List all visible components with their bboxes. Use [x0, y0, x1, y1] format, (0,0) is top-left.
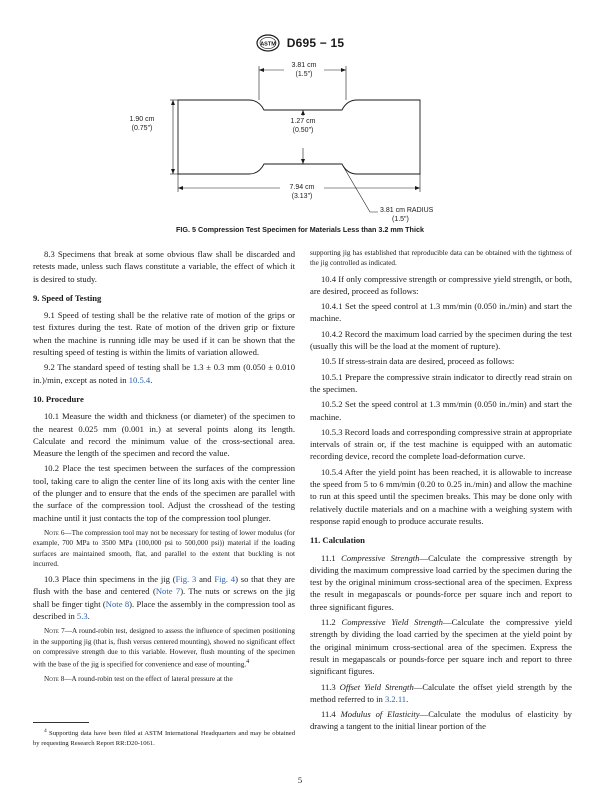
standard-designation: D695 − 15 — [286, 36, 345, 51]
dim-center-metric: 1.27 cm — [290, 118, 316, 125]
paragraph-10-2: 10.2 Place the test specimen between the surfaces of the compression tool, taking care to align the center line of its long axis with the center line of the plunger and to ensure that the ends of the specimen are parallel with the surface of the compression tool. Adjust the crosshead of the testing machine until it just contacts the top of the compression tool plunger. — [33, 463, 295, 523]
paragraph-8-3: 8.3 Specimens that break at some obvious flaw shall be discarded and retests made, unless such flaws constitute a variable, the effect of which it is desired to study. — [33, 249, 295, 284]
paragraph-11-1 — [310, 552, 572, 613]
paragraph-11-2-text: —Calculate the compressive yield strength by dividing the load carried by the specimen at the yield point by the original minimum cross-sectional area of the specimen. Express the result in megapascals or pounds-force per square inch and report to three significant figures. — [310, 617, 572, 677]
section-heading-10: 10. Procedure — [33, 393, 84, 404]
dim-bottom-metric: 7.94 cm — [289, 184, 315, 191]
page-header — [0, 34, 600, 52]
link-3-2-11[interactable]: 3.2.11 — [384, 693, 407, 704]
dim-top-metric: 3.81 cm — [291, 62, 317, 69]
note-6 — [33, 528, 295, 569]
dim-left-imperial: (0.75") — [131, 124, 153, 132]
dim-bottom-imperial: (3.13") — [291, 192, 313, 200]
dim-top-imperial: (1.5") — [295, 70, 313, 78]
paragraph-11-4-text: —Calculate the modulus of elasticity by drawing a tangent to the initial linear portion of the — [310, 709, 572, 732]
note-6-label: Note 6 — [44, 528, 65, 537]
dim-radius-label — [380, 207, 450, 224]
paragraph-10-5-1: 10.5.1 Prepare the compressive strain indicator to directly read strain on the specimen. — [310, 371, 572, 394]
paragraph-11-3-number: 11.3 — [321, 681, 340, 692]
paragraph-11-4-number: 11.4 — [321, 709, 341, 720]
paragraph-10-4-1: 10.4.1 Set the speed control at 1.3 mm/min (0.050 in./min) and start the machine. — [310, 301, 572, 324]
link-5-3[interactable]: 5.3 — [76, 611, 88, 622]
section-heading-9: 9. Speed of Testing — [33, 292, 102, 303]
note-8 — [33, 674, 295, 684]
dim-radius-metric: 3.81 cm RADIUS — [380, 207, 434, 214]
paragraph-11-3-end: . — [406, 693, 409, 704]
paragraph-10-5-4: 10.5.4 After the yield point has been reached, it is allowable to increase the speed from 5 to 6 mm/min (0.20 to 0.25 in./min) and allow the machine to run at this speed until the specimen breaks. This may be done only with relatively ductile materials and on a machine with a weighing system with response rapid enough to produce accurate results. — [310, 466, 572, 526]
left-column — [33, 248, 295, 688]
paragraph-10-3-text-d: ). The nuts or screws on the jig shall be finger tight ( — [33, 586, 295, 609]
link-10-5-4[interactable]: 10.5.4 — [128, 374, 151, 385]
figure-caption: FIG. 5 Compression Test Specimen for Materials Less than 3.2 mm Thick — [176, 225, 424, 234]
dim-radius-imperial: (1.5") — [392, 215, 409, 223]
paragraph-10-3-end: . — [87, 611, 90, 622]
paragraph-11-2-number: 11.2 — [321, 617, 342, 628]
paragraph-9-2-end: . — [150, 374, 153, 385]
paragraph-11-1-number: 11.1 — [321, 552, 342, 563]
paragraph-10-5-3: 10.5.3 Record loads and corresponding compressive strain at appropriate intervals of strain or, if the test machine is equipped with an automatic recording device, record the complete load-deformation curve. — [310, 426, 572, 462]
link-fig-3[interactable]: Fig. 3 — [175, 574, 197, 585]
paragraph-11-2 — [310, 616, 572, 677]
footnote-4 — [33, 727, 295, 748]
footnote-ref-4[interactable]: 4 — [246, 659, 250, 666]
note-8-label: Note 8 — [44, 674, 65, 683]
paragraph-11-4 — [310, 708, 572, 733]
paragraph-11-1-text: —Calculate the compressive strength by dividing the maximum compressive load carried by the specimen during the test by the original minimum cross-sectional area of the specimen. Express the result in megapascals or pounds-force per square inch and report to three significant figures. — [310, 552, 573, 612]
paragraph-10-3-text-c: ) so that they are flush with the base and centered ( — [33, 574, 295, 597]
specimen-figure — [0, 56, 600, 226]
dim-left-metric: 1.90 cm — [129, 116, 155, 123]
astm-logo-icon — [256, 34, 280, 52]
dim-top-label — [284, 62, 324, 79]
link-fig-4[interactable]: Fig. 4 — [214, 574, 236, 585]
paragraph-10-3-text-a: 10.3 Place thin specimens in the jig ( — [44, 574, 176, 585]
paragraph-10-3 — [33, 573, 295, 622]
note-7-label: Note 7 — [44, 627, 65, 636]
note-8-continued: supporting jig has established that reproducible data can be obtained with the tightness of the jig controlled as indicated. — [310, 249, 572, 268]
svg-text:ASTM: ASTM — [259, 41, 276, 48]
dim-center-imperial: (0.50") — [292, 126, 314, 134]
paragraph-10-1: 10.1 Measure the width and thickness (or diameter) of the specimen to the nearest 0.025 mm (0.001 in.) at several points along its length. Calculate and record the minimum value of the cross-sectional area. Measure the length of the specimen and record the value. — [33, 411, 295, 459]
paragraph-10-3-text-b: and — [196, 574, 215, 585]
paragraph-11-2-title: Compressive Yield Strength — [341, 617, 443, 628]
note-7 — [33, 626, 295, 670]
paragraph-11-3-text: —Calculate the offset yield strength by the method referred to in — [310, 681, 572, 704]
right-column — [310, 248, 572, 736]
note-6-text: —The compression tool may not be necessary for testing of lower modulus (for example, 700 MPa to 3500 MPa (100,000 psi to 500,000 psi)) material if the loading surfaces are maintained smooth, flat, and parallel to the extent that buckling is not incurred. — [33, 528, 295, 568]
paragraph-10-5: 10.5 If stress-strain data are desired, proceed as follows: — [321, 356, 515, 367]
link-note-7[interactable]: Note 7 — [155, 586, 181, 597]
paragraph-10-5-2: 10.5.2 Set the speed control at 1.3 mm/min (0.050 in./min) and start the machine. — [310, 399, 572, 422]
paragraph-11-4-title: Modulus of Elasticity — [340, 709, 420, 720]
section-heading-11: 11. Calculation — [310, 535, 365, 546]
link-note-8[interactable]: Note 8 — [105, 598, 130, 609]
paragraph-10-4-2: 10.4.2 Record the maximum load carried by the specimen during the test (usually this will be the load at the moment of rupture). — [310, 328, 572, 352]
paragraph-11-3 — [310, 681, 572, 706]
paragraph-9-2-text: 9.2 The standard speed of testing shall be 1.3 ± 0.3 mm (0.050 ± 0.010 in.)/min, except as noted in — [33, 362, 295, 385]
paragraph-11-1-title: Compressive Strength — [341, 552, 420, 563]
note-7-text: —A round-robin test, designed to assess the influence of specimen positioning in the supporting jig (that is, flush versus centered mounting), showed no significant effect on compressive strength due to this variable. However, flush mounting of the specimen with the base of the jig is specified for convenience and ease of mounting. — [33, 627, 295, 669]
dim-center-label — [283, 118, 323, 135]
footnote-text: Supporting data have been filed at ASTM International Headquarters and may be obtained by requesting Research Report RR:D20-1061. — [33, 730, 295, 747]
paragraph-9-2 — [33, 361, 295, 386]
paragraph-9-1: 9.1 Speed of testing shall be the relative rate of motion of the grips or test fixtures during the test. Rate of motion of the driven grip or fixture when the machine is running idle may be used if it can be shown that the resulting speed of testing is within the limits of variation allowed. — [33, 310, 295, 358]
page-number: 5 — [297, 775, 303, 785]
paragraph-10-3-text-e: ). Place the assembly in the compression tool as described in — [33, 598, 295, 622]
note-8-text: —A round-robin test on the effect of lateral pressure at the — [64, 674, 233, 683]
paragraph-11-3-title: Offset Yield Strength — [339, 681, 414, 692]
footnote-divider — [33, 722, 89, 723]
paragraph-10-4: 10.4 If only compressive strength or compressive yield strength, or both, are desired, proceed as follows: — [310, 273, 572, 296]
dim-left-label — [120, 116, 164, 133]
dim-bottom-label — [280, 184, 324, 201]
footnote-marker: 4 — [44, 728, 47, 734]
